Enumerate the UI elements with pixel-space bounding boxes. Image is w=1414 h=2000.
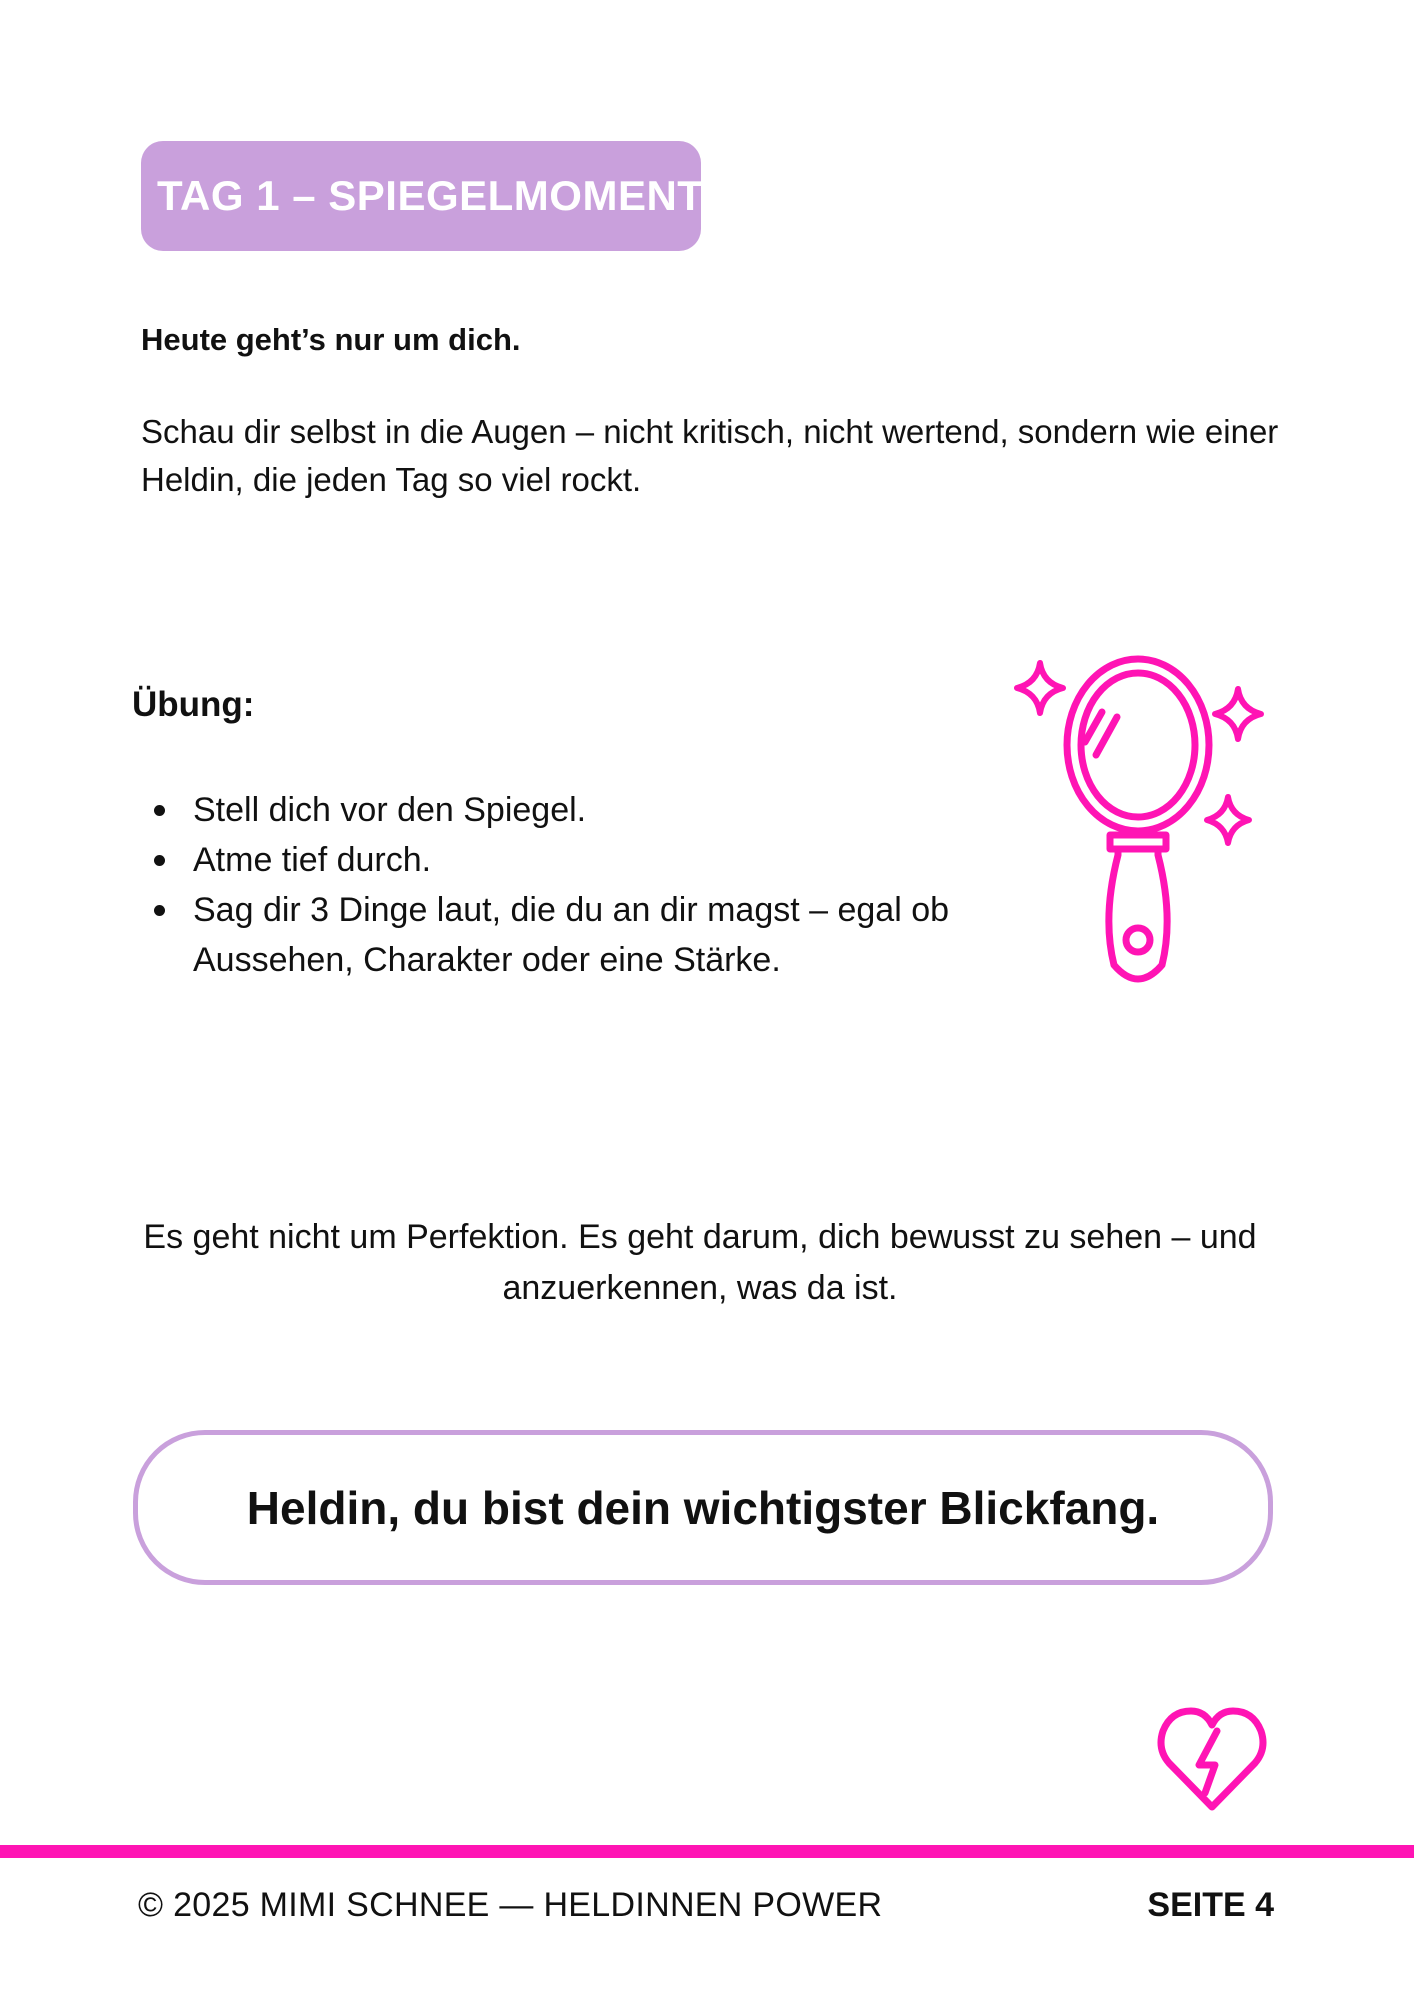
- affirmation-box: [133, 1430, 1273, 1585]
- note-paragraph: Es geht nicht um Perfektion. Es geht darum, dich bewusst zu sehen – und anzuerkennen, was da ist.: [143, 1218, 1257, 1307]
- exercise-label: Übung:: [132, 685, 255, 724]
- exercise-steps-list: [146, 785, 1106, 985]
- footer-divider: [0, 1845, 1414, 1858]
- sparkle-icon: [1017, 663, 1063, 713]
- list-item: Sag dir 3 Dinge laut, die du an dir magst – egal ob Aussehen, Charakter oder eine Stärke.: [146, 885, 1106, 985]
- intro-heading: Heute geht’s nur um dich.: [141, 322, 521, 357]
- hand-mirror-icon: [1010, 655, 1280, 985]
- list-item: Stell dich vor den Spiegel.: [146, 785, 1106, 835]
- day-title: TAG 1 – SPIEGELMOMENT: [157, 172, 704, 219]
- sparkle-icon: [1215, 689, 1261, 739]
- page-number: SEITE 4: [1147, 1886, 1274, 1924]
- affirmation-text: Heldin, du bist dein wichtigster Blickfang.: [246, 1481, 1160, 1534]
- sparkle-icon: [1207, 797, 1249, 843]
- footer-copyright: © 2025 MIMI SCHNEE — HELDINNEN POWER: [138, 1886, 883, 1924]
- day-title-badge: [141, 141, 704, 251]
- broken-heart-icon: [1155, 1705, 1270, 1815]
- list-item: Atme tief durch.: [146, 835, 1106, 885]
- intro-paragraph: Schau dir selbst in die Augen – nicht kritisch, nicht wertend, sondern wie einer Heldin, die jeden Tag so viel rockt.: [141, 413, 1279, 498]
